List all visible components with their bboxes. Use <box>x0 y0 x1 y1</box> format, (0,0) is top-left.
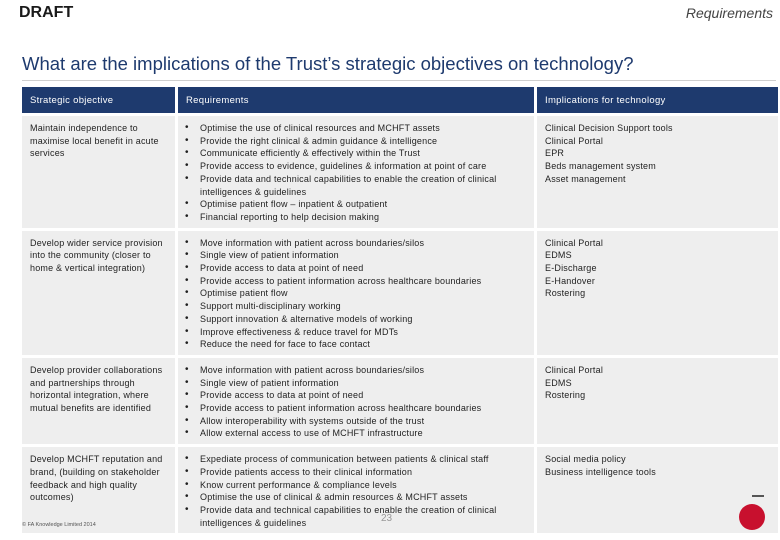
page-number: 23 <box>381 513 393 524</box>
header-implications: Implications for technology <box>534 87 778 113</box>
requirements-cell <box>175 447 534 533</box>
requirements-cell <box>175 358 534 444</box>
page-title: What are the implications of the Trust’s strategic objectives on technology? <box>22 53 634 74</box>
draft-label: DRAFT <box>19 4 74 21</box>
table-header-row <box>22 87 778 113</box>
requirement-item: • Optimise patient flow – inpatient & outpatient <box>182 198 528 211</box>
copyright-footer: © FA Knowledge Limited 2014 <box>22 522 96 528</box>
requirement-item: • Move information with patient across boundaries/silos <box>182 237 528 250</box>
implication-item: EDMS <box>545 377 572 388</box>
requirement-item: • Single view of patient information <box>182 377 528 390</box>
header-strategic-objective: Strategic objective <box>22 87 175 113</box>
requirement-item: • Allow external access to use of MCHFT infrastructure <box>182 427 528 440</box>
implications-cell <box>534 358 778 444</box>
requirement-item: • Provide access to patient information across healthcare boundaries <box>182 275 528 288</box>
requirement-item: • Provide data and technical capabilities to enable the creation of clinical intelligences & guidelines <box>182 504 528 529</box>
implication-item: Business intelligence tools <box>545 466 656 477</box>
company-logo <box>739 504 765 530</box>
implication-item: Rostering <box>545 288 586 299</box>
requirement-item: • Provide access to patient information across healthcare boundaries <box>182 402 528 415</box>
requirement-item: • Provide access to data at point of need <box>182 389 528 402</box>
requirements-list <box>182 122 528 224</box>
requirement-item: • Provide the right clinical & admin guidance & intelligence <box>182 135 528 148</box>
requirement-item: • Improve effectiveness & reduce travel for MDTs <box>182 326 528 339</box>
table-row <box>22 447 778 533</box>
implication-item: Rostering <box>545 390 586 401</box>
strategic-objective-cell: Develop MCHFT reputation and brand, (building on stakeholder feedback and high quality outcomes) <box>22 447 175 533</box>
requirement-item: • Provide patients access to their clinical information <box>182 466 528 479</box>
requirements-list <box>182 364 528 440</box>
requirement-item: • Allow interoperability with systems outside of the trust <box>182 415 528 428</box>
requirement-item: • Know current performance & compliance levels <box>182 479 528 492</box>
requirement-item: • Provide access to evidence, guidelines & information at point of care <box>182 160 528 173</box>
table-body <box>22 116 778 533</box>
strategic-objective-cell: Maintain independence to maximise local benefit in acute services <box>22 116 175 228</box>
implication-item: Clinical Decision Support tools <box>545 123 673 133</box>
implication-item: E-Discharge <box>545 263 597 274</box>
header-requirements: Requirements <box>175 87 534 113</box>
table-row <box>22 358 778 444</box>
requirement-item: • Communicate efficiently & effectively within the Trust <box>182 147 528 160</box>
title-divider <box>22 80 776 81</box>
requirement-item: • Expediate process of communication between patients & clinical staff <box>182 453 528 466</box>
implication-item: Clinical Portal <box>545 364 604 375</box>
requirement-item: • Single view of patient information <box>182 249 528 262</box>
requirements-list <box>182 237 528 351</box>
strategic-objective-cell: Develop wider service provision into the community (closer to home & vertical integration) <box>22 231 175 355</box>
requirement-item: • Reduce the need for face to face contact <box>182 338 528 351</box>
implication-item: EPR <box>545 148 565 159</box>
implications-cell <box>534 116 778 228</box>
requirements-cell <box>175 231 534 355</box>
requirement-item: • Optimise patient flow <box>182 287 528 300</box>
implication-item: Asset management <box>545 173 626 184</box>
requirement-item: • Optimise the use of clinical resources and MCHFT assets <box>182 122 528 135</box>
implication-item: Clinical Portal <box>545 135 604 146</box>
requirements-list <box>182 453 528 529</box>
requirement-item: • Support innovation & alternative models of working <box>182 313 528 326</box>
requirement-item: • Optimise the use of clinical & admin resources & MCHFT assets <box>182 491 528 504</box>
requirements-cell <box>175 116 534 228</box>
table-row <box>22 231 778 355</box>
implication-item: Clinical Portal <box>545 237 604 248</box>
section-label: Requirements <box>685 5 773 21</box>
requirement-item: • Provide access to data at point of need <box>182 262 528 275</box>
implication-item: E-Handover <box>545 275 596 286</box>
table-row <box>22 116 778 228</box>
implication-item: Social media policy <box>545 454 626 465</box>
implication-item: EDMS <box>545 250 572 261</box>
logo-divider <box>752 495 764 497</box>
requirement-item: • Provide data and technical capabilities to enable the creation of clinical intelligences & guidelines <box>182 173 528 198</box>
strategic-objective-cell: Develop provider collaborations and partnerships through horizontal integration, where mutual benefits are identified <box>22 358 175 444</box>
requirement-item: • Move information with patient across boundaries/silos <box>182 364 528 377</box>
requirement-item: • Support multi-disciplinary working <box>182 300 528 313</box>
implication-item: Beds management system <box>545 161 656 172</box>
requirements-table <box>22 84 778 536</box>
requirement-item: • Financial reporting to help decision making <box>182 211 528 224</box>
implications-cell <box>534 231 778 355</box>
